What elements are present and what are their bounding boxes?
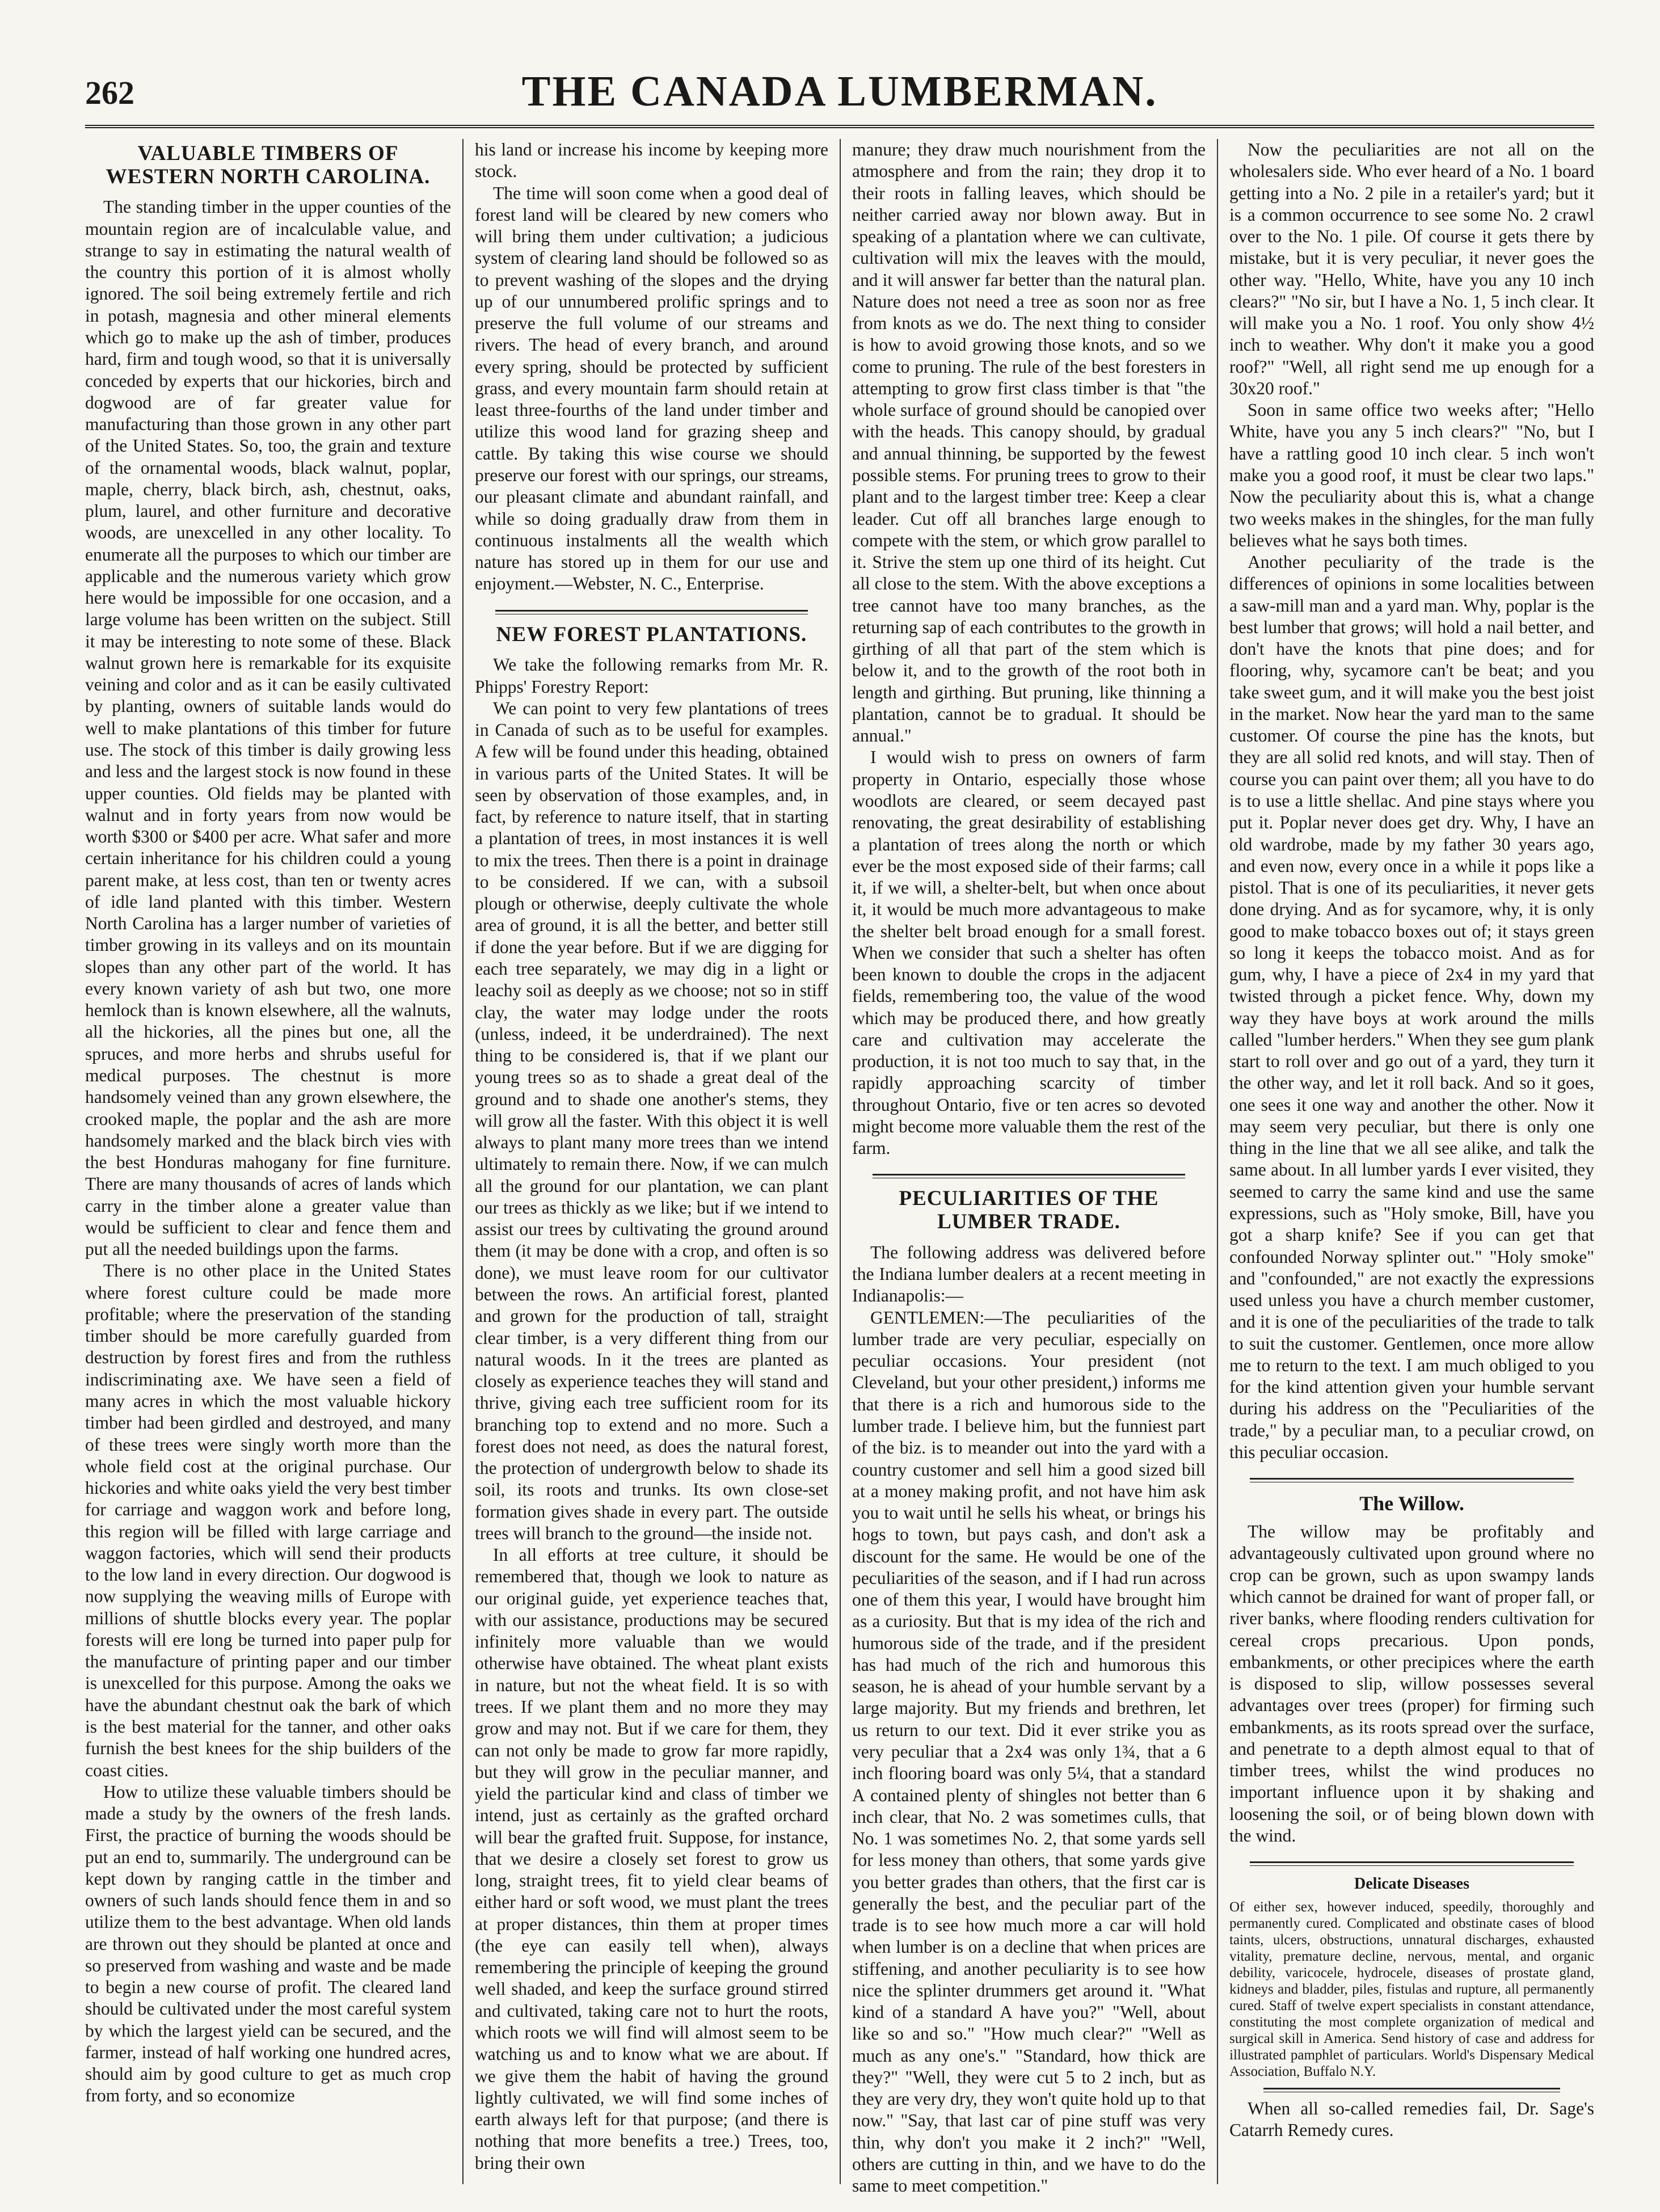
column-3: [840, 139, 1217, 2196]
advertisement-text: Of either sex, however induced, speedily, thoroughly and permanently cured. Complicated and obstinate cases of blood taints, ulcers, obstructions, unnatural discharges, exhausted vitality, premature decline, nervous, mental, and organic debility, varicocele, hydrocele, diseases of prostate gland, kidneys and bladder, piles, fistulas and rupture, all permanently cured. Staff of twelve expert specialists in constant attendance, constituting the most complete organization of medical and surgical skill in America. Send history of case and address for illustrated pamphlet of particulars. World's Dispensary Medical Association, Buffalo N.Y.: [1229, 1899, 1594, 2080]
article-title-valuable-timbers: VALUABLE TIMBERS OF WESTERN NORTH CAROLINA.: [106, 142, 431, 188]
article-title-peculiarities: PECULIARITIES OF THE LUMBER TRADE.: [899, 1187, 1159, 1234]
section-divider: [1250, 1861, 1574, 1866]
article-paragraph: GENTLEMEN:—The peculiarities of the lumber trade are very peculiar, especially on peculiar occasions. Your president (not Cleveland, but your other president,) informs me that there is a rich and humorous side to the lumber trade. I believe him, but the funniest part of the biz. is to meander out into the yard with a country customer and sell him a good sized bill at a money making profit, and not have him ask you to wait until he sells his wheat, or brings his hogs to town, but pays cash, and don't ask a discount for the same. He would be one of the peculiarities of the season, and if I had run across one of them this year, I would have brought him as a curiosity. But that is my idea of the rich and humorous side of the trade, and if the president has had much of the rich and humorous this season, he is ahead of your humble servant by a large majority. But my friends and brethren, let us return to our text. Did it ever strike you as very peculiar that a 2x4 was only 1¾, that a 6 inch flooring board was only 5¼, that a standard A contained plenty of shingles not better than 6 inch clear, that No. 2 was sometimes culls, that No. 1 was sometimes No. 2, that some yards sell for less money than others, that some yards give you better grades than others, that the first car is generally the best, and the peculiar part of the trade is to see how much more a car will hold when lumber is on a decline that when prices are stiffening, and another peculiarity is to see how nice the splinter drummers get around it. "What kind of a standard A have you?" "Well, about like so and so." "How much clear?" "Well as much as any one's." "Standard, how thick are they?" "Well, they were cut 5 to 2 inch, but as they are very dry, they won't quite hold up to that now." "Say, that last car of pine stuff was very thin, why don't you make it 2 inch?" "Well, others are cutting in thin, and we have to do the same to meet competition.": [852, 1307, 1206, 2196]
article-title-new-forest-plantations: NEW FOREST PLANTATIONS.: [496, 622, 807, 646]
article-paragraph: How to utilize these valuable timbers should be made a study by the owners of the fresh lands. First, the practice of burning the woods should be put an end to, summarily. The underground can be kept down by ranging cattle in the timber and owners of such lands should fence them in and so utilize them to the best advantage. When old lands are thrown out they should be planted at once and so preserved from washing and waste and be made to begin a new course of profit. The cleared land should be cultivated under the most careful system by which the largest yield can be secured, and the farmer, instead of half working one hundred acres, should aim by good culture to get as much crop from forty, and so economize: [85, 1781, 451, 2106]
article-paragraph: The standing timber in the upper counties of the mountain region are of incalculable value, and strange to say in estimating the natural wealth of the country this portion of it is almost wholly ignored. The soil being extremely fertile and rich in potash, magnesia and other mineral elements which go to make up the ash of timber, produces hard, firm and tough wood, so that it is universally conceded by experts that our hickories, birch and dogwood are of far greater value for manufacturing than those grown in any other part of the United States. So, too, the grain and texture of the ornamental woods, black walnut, poplar, maple, cherry, black birch, ash, chestnut, oaks, plum, laurel, and other furniture and decorative woods, are unexcelled in any other locality. To enumerate all the purposes to which our timber are applicable and the numerous variety which grow here would be impossible for one occasion, and a large volume has been written on the subject. Still it may be interesting to note some of these. Black walnut grown here is remarkable for its exquisite veining and color and as it can be easily cultivated by planting, owners of suitable lands would do well to make plantations of this timber for future use. The stock of this timber is daily growing less and less and the largest stock is now found in these upper counties. Old fields may be planted with walnut and in forty years from now would be worth $300 or $400 per acre. What safer and more certain inheritance for his children could a young parent make, at less cost, than ten or twenty acres of idle land planted with this timber. Western North Carolina has a larger number of varieties of timber growing in its valleys and on its mountain slopes than any other part of the world. It has every known variety of ash but two, one more hemlock than is known elsewhere, all the walnuts, all the hickories, all the pines but one, all the spruces, and more herbs and shrubs useful for medical purposes. The chestnut is more handsomely veined than any grown elsewhere, the crooked maple, the poplar and the ash are more handsomely marked and the black birch vies with the best Honduras mahogany for fine furniture. There are many thousands of acres of lands which carry in the timber alone a greater value than would be sufficient to clear and fence them and put all the needed buildings upon the farms.: [85, 197, 451, 1259]
article-paragraph: I would wish to press on owners of farm property in Ontario, especially those whose woodlots are cleared, or seem decayed past renovating, the great desirability of establishing a plantation of trees along the north or which ever be the most exposed side of their farms; call it, if we will, a shelter-belt, but when once about it, it would be much more advantageous to make the shelter belt broad enough for a small forest. When we consider that such a shelter has often been known to double the crops in the adjacent fields, remembering too, the value of the wood which may be produced there, and how greatly care and cultivation may accelerate the production, it is not too much to say that, in the rapidly approaching scarcity of timber throughout Ontario, five or ten acres so devoted might become more valuable them the rest of the farm.: [852, 747, 1206, 1158]
columns: [85, 139, 1594, 2196]
article-paragraph: his land or increase his income by keeping more stock.: [475, 140, 828, 182]
page-number: 262: [85, 74, 134, 111]
paper-title: THE CANADA LUMBERMAN.: [521, 68, 1158, 115]
article-paragraph: The willow may be profitably and advantageously cultivated upon ground where no crop can be grown, such as upon swampy lands which cannot be drained for want of proper fall, or river banks, where flooding renders cultivation for cereal crops precarious. Upon ponds, embankments, or other precipices where the earth is disposed to slip, willow possesses several advantages over trees (proper) for firming such embankments, as its roots spread over the surface, and penetrate to a depth almost equal to that of timber trees, whilst the wind produces no important influence upon it by shaking and loosening the soil, or of being blown down with the wind.: [1229, 1522, 1594, 1846]
advertisement-closing: When all so-called remedies fail, Dr. Sage's Catarrh Remedy cures.: [1229, 2099, 1594, 2141]
article-paragraph: The following address was delivered before the Indiana lumber dealers at a recent meeting in Indianapolis:—: [852, 1242, 1206, 1306]
article-paragraph: The time will soon come when a good deal of forest land will be cleared by new comers who will bring them under cultivation; a judicious system of clearing land should be followed so as to prevent washing of the slopes and the drying up of our unnumbered prolific springs and to preserve the full volume of our streams and rivers. The head of every branch, and around every spring, should be protected by sufficient grass, and every mountain farm should retain at least three-fourths of the land under timber and utilize this wood land for grazing sheep and cattle. By taking this wise course we should preserve our forest with our springs, our streams, our pleasant climate and abundant rainfall, and while so doing gradually draw from them in continuous instalments all the wealth which nature has stored up in them for our use and enjoyment.—Webster, N. C., Enterprise.: [475, 183, 828, 594]
section-divider: [495, 610, 808, 614]
article-paragraph: There is no other place in the United States where forest culture could be made more profitable; where the preservation of the standing timber should be more carefully guarded from destruction by forest fires and from the ruthless indiscriminating axe. We have seen a field of many acres in which the most valuable hickory timber had been girdled and destroyed, and many of these trees were singly worth more than the whole field cost at the original purchase. Our hickories and white oaks yield the very best timber for carriage and waggon work and before long, this region will be filled with large carriage and waggon factories, which will send their products to the low land in every direction. Our dogwood is now supplying the weaving mills of Europe with millions of shuttle blocks every year. The poplar forests will ere long be turned into paper pulp for the manufacture of printing paper and our timber is unexcelled for this purpose. Among the oaks we have the abundant chestnut oak the bark of which is the best material for the tanner, and other oaks furnish the best knees for the ship builders of the coast cities.: [85, 1261, 451, 1780]
section-divider: [873, 1174, 1185, 1178]
article-paragraph: We can point to very few plantations of trees in Canada of such as to be useful for examples. A few will be found under this heading, obtained in various parts of the United States. It will be seen by observation of those examples, and, in fact, by reference to nature itself, that in starting a plantation of trees, in most instances it is well to mix the trees. Then there is a point in drainage to be considered. If we can, with a subsoil plough or otherwise, deeply cultivate the whole area of ground, it is all the better, and better still if done the year before. But if we are digging for each tree separately, we may dig in a light or leachy soil as deeply as we choose; not so in stiff clay, the water may lodge under the roots (unless, indeed, it be underdrained). The next thing to be considered is, that if we plant our young trees so as to shade a great deal of the ground and to shade one another's stems, they will grow all the faster. With this object it is well always to plant many more trees than we intend ultimately to remain there. Now, if we can mulch all the ground for our plantation, we can plant our trees as thickly as we like; but if we intend to assist our trees by cultivating the ground around them (it may be done with a crop, and often is so done), we must leave room for our cultivator between the rows. An artificial forest, planted and grown for the production of tall, straight clear timber, is a very different thing from our natural woods. In it the trees are planted as closely as experience teaches they will stand and thrive, giving each tree sufficient room for its branching top to extend and no more. Such a forest does not need, as does the natural forest, the protection of undergrowth below to shade its soil, its roots and trunks. Its own close-set formation gives shade in every part. The outside trees will branch to the ground—the inside not.: [475, 698, 828, 1543]
article-paragraph: Soon in same office two weeks after; "Hello White, have you any 5 inch clears?" "No, but I have a rattling good 10 inch clear. 5 inch won't make you a good roof, it must be clear two laps." Now the peculiarity about this is, what a change two weeks makes in the shingles, for the man fully believes what he says both times.: [1229, 400, 1594, 550]
section-divider: [1263, 2088, 1560, 2092]
article-paragraph: We take the following remarks from Mr. R. Phipps' Forestry Report:: [475, 655, 828, 697]
article-paragraph: Now the peculiarities are not all on the wholesalers side. Who ever heard of a No. 1 board getting into a No. 2 pile in a retailer's yard; but it is a common occurrence to see some No. 2 crawl over to the No. 1 pile. Of course it gets there by mistake, but it is very peculiar, it never goes the other way. "Hello, White, have you any 10 inch clears?" "No sir, but I have a No. 1, 5 inch clear. It will make you a No. 1 roof. You only show 4½ inch to weather. Why don't it make you a good roof?" "Well, all right send me up enough for a 30x20 roof.": [1229, 140, 1594, 398]
section-divider: [1250, 1478, 1574, 1482]
article-paragraph: Another peculiarity of the trade is the differences of opinions in some localities between a saw-mill man and a yard man. Why, poplar is the best lumber that grows; will hold a nail better, and don't have the knots that pine does; and for flooring, why, sycamore can't be beat; and you take sweet gum, and it will make you the best joist in the market. Now hear the yard man to the same customer. Of course the pine has the knots, but they are all solid red knots, and will stay. Then of course you can paint over them; all you have to do is to use a little shellac. And pine stays where you put it. Poplar never does get dry. Why, I have an old wardrobe, made by my father 30 years ago, and even now, every once in a while it pops like a pistol. That is one of its peculiarities, it never gets done drying. And as for sycamore, why, it is only good to make tobacco boxes out of; it stays green so long it keeps the tobacco moist. And as for gum, why, I have a piece of 2x4 in my yard that twisted through a picket fence. Why, down my way they have boys at work around the mills called "lumber herders." When they see gum plank start to roll over and go out of a yard, they turn it the other way, and let it roll back. And so it goes, one sees it one way and another the other. Now it may seem very peculiar, but there is only one thing in the line that we all see alike, and talk the same about. In all lumber yards I ever visited, they seemed to carry the same kind and use the same expressions, such as "Holy smoke, Bill, have you got a sharp knife? See if you can get that confounded Norway splinter out." "Holy smoke" and "confounded," are not exactly the expressions used unless you have a church member customer, and it is one of the peculiarities of the trade to talk to suit the customer. Gentlemen, once more allow me to return to the text. I am much obliged to you for the kind attention given your humble servant during his address on the "Peculiarities of the trade," by a peculiar man, to a peculiar crowd, on this peculiar occasion.: [1229, 552, 1594, 1462]
advertisement-title: Delicate Diseases: [1354, 1875, 1469, 1893]
masthead: [85, 62, 1594, 128]
column-4: [1217, 139, 1594, 2184]
article-title-willow: The Willow.: [1359, 1492, 1464, 1515]
column-2: [462, 139, 840, 2184]
article-paragraph: In all efforts at tree culture, it should be remembered that, though we look to nature as our original guide, yet experience teaches that, with our assistance, productions may be secured infinitely more valuable than we would otherwise have obtained. The wheat plant exists in nature, but not the wheat field. It is so with trees. If we plant them and no more they may grow and may not. But if we care for them, they can not only be made to grow far more rapidly, but they will grow in the peculiar manner, and yield the particular kind and class of timber we intend, just as certainly as the grafted orchard will bear the grafted fruit. Suppose, for instance, that we desire a closely set forest to grow us long, straight trees, fit to yield clear beams of either hard or soft wood, we must plant the trees at proper distances, thin them at proper times (the eye can easily tell when), always remembering the principle of keeping the ground well shaded, and keep the surface ground stirred and cultivated, taking care not to hurt the roots, which roots we will find will almost seem to be watching us and to know what we are about. If we give them the habit of having the ground lightly cultivated, we will find some inches of earth always left for that purpose; (and there is nothing that more benefits a tree.) Trees, too, bring their own: [475, 1545, 828, 2173]
article-paragraph: manure; they draw much nourishment from the atmosphere and from the rain; they drop it to their roots in falling leaves, which should be neither carried away nor blown away. But in speaking of a plantation where we can cultivate, cultivation will mix the leaves with the mould, and it will answer far better than the natural plan. Nature does not need a tree as soon nor as free from knots as we do. The next thing to consider is how to avoid growing those knots, and so we come to pruning. The rule of the best foresters in attempting to grow first class timber is that "the whole surface of ground should be canopied over with the heads. This canopy should, by gradual and annual thinning, be supported by the fewest possible stems. For pruning trees to grow to their plant and to the largest timber tree: Keep a clear leader. Cut off all branches large enough to compete with the stem, or which grow parallel to it. Strive the stem up one third of its height. Cut all close to the stem. With the above exceptions a tree cannot have too many branches, as the returning sap of each contributes to the growth in girthing of all that part of the stem which is below it, and to the growth of the root both in length and girthing. But pruning, like thinning a plantation, cannot be to gradual. It should be annual.": [852, 140, 1206, 746]
column-1: [85, 139, 462, 2184]
newspaper-page: [85, 62, 1594, 2196]
